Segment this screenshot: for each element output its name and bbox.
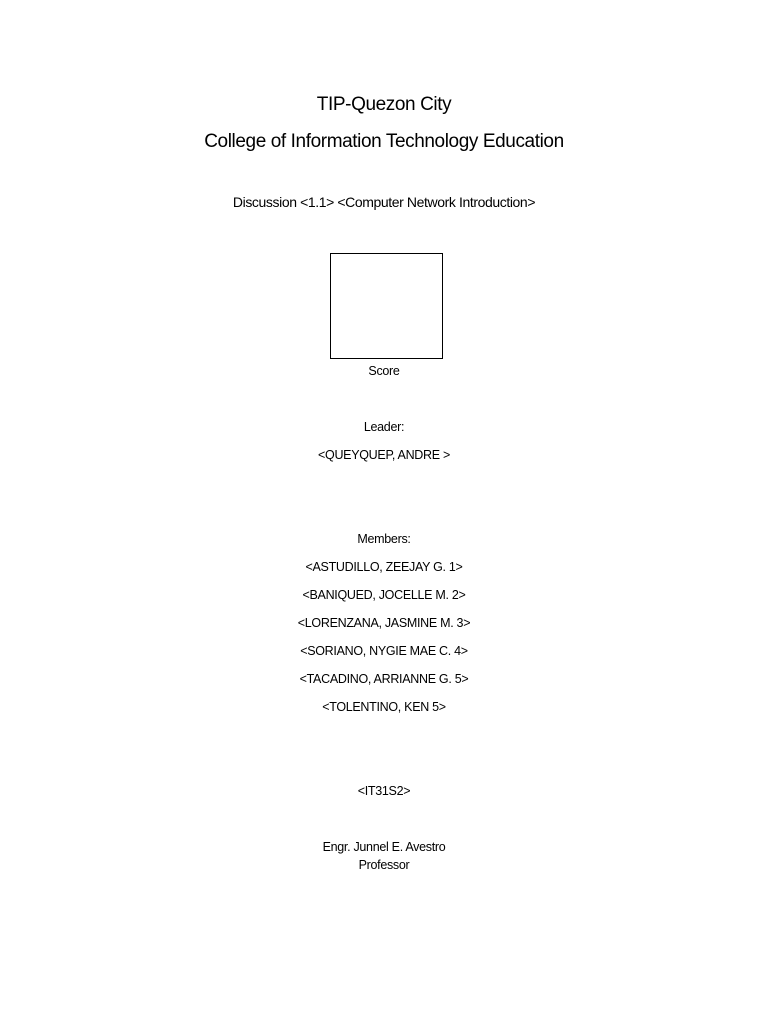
members-label: Members: [357, 532, 411, 546]
professor-title: Professor [358, 858, 410, 872]
member-name: <BANIQUED, JOCELLE M. 2> [302, 588, 466, 602]
member-name: <TACADINO, ARRIANNE G. 5> [299, 672, 469, 686]
discussion-title: Discussion <1.1> <Computer Network Introduction> [232, 194, 536, 210]
professor-name: Engr. Junnel E. Avestro [322, 840, 446, 854]
leader-label: Leader: [363, 420, 405, 434]
section-code: <IT31S2> [357, 784, 411, 798]
member-name: <TOLENTINO, KEN 5> [322, 700, 446, 714]
score-label: Score [368, 364, 400, 378]
member-name: <SORIANO, NYGIE MAE C. 4> [300, 644, 468, 658]
institution-title: TIP-Quezon City [316, 94, 452, 115]
member-name: <ASTUDILLO, ZEEJAY G. 1> [305, 560, 463, 574]
leader-name: <QUEYQUEP, ANDRE > [318, 448, 450, 462]
member-name: <LORENZANA, JASMINE M. 3> [297, 616, 471, 630]
score-box [330, 253, 443, 359]
college-title: College of Information Technology Education [204, 131, 564, 152]
